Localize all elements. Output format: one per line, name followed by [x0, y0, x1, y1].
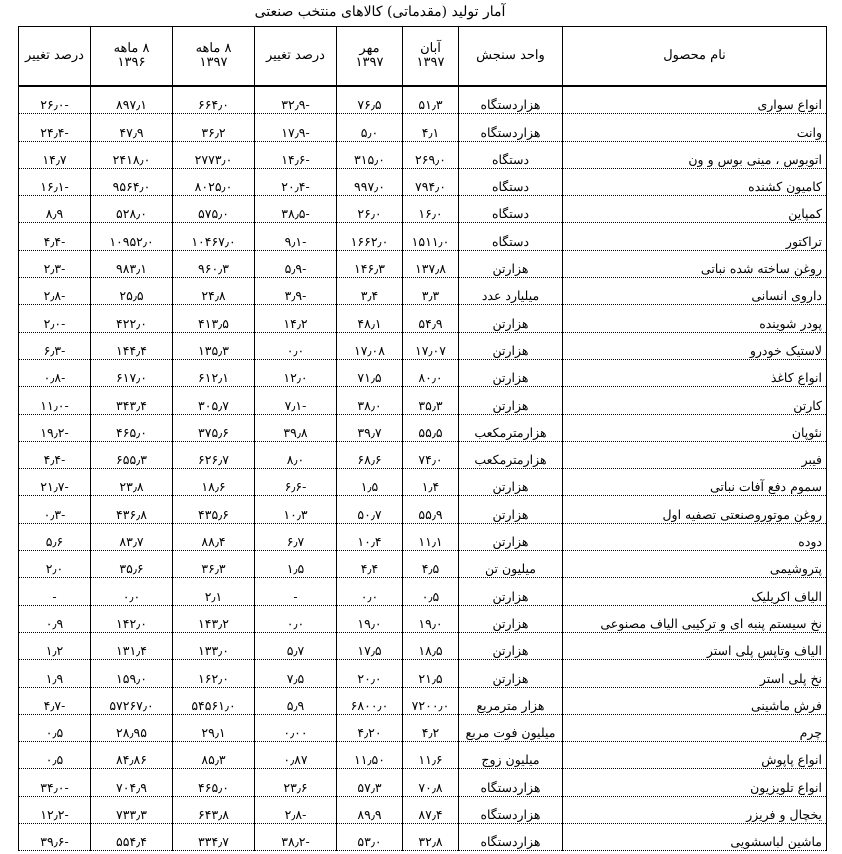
- mehr-value-cell: ۳۱۵٫۰: [337, 141, 403, 168]
- monthly-change-cell: -۳۲٫۹: [255, 86, 337, 114]
- table-row: [19, 660, 827, 687]
- eight-month-1397-cell: ۹۶۰٫۳: [173, 250, 255, 277]
- monthly-change-cell: ۲۳٫۶: [255, 769, 337, 796]
- mehr-value-cell: ۱۷٫۵: [337, 632, 403, 659]
- mehr-value-cell: ۴٫۴: [337, 551, 403, 578]
- mehr-value-cell: ۱۹٫۰: [337, 605, 403, 632]
- product-name-cell: الیاف اکریلیک: [563, 578, 827, 605]
- table-row: [19, 632, 827, 659]
- header-mehr: مهر ۱۳۹۷: [337, 27, 403, 87]
- eight-month-1397-cell: ۲٫۱: [173, 578, 255, 605]
- unit-cell: هزارتن: [459, 660, 563, 687]
- product-name-cell: روغن موتوروصنعتی تصفیه اول: [563, 496, 827, 523]
- unit-cell: دستگاه: [459, 141, 563, 168]
- eight-month-1396-cell: ۵۲۸٫۰: [91, 196, 173, 223]
- mehr-value-cell: ۴۸٫۱: [337, 305, 403, 332]
- table-row: [19, 742, 827, 769]
- eight-month-change-cell: -۱۹٫۲: [19, 414, 91, 441]
- eight-month-1396-cell: ۶۵۵٫۳: [91, 441, 173, 468]
- unit-cell: هزاردستگاه: [459, 114, 563, 141]
- aban-value-cell: ۱۱٫۱: [403, 523, 459, 550]
- mehr-value-cell: ۱۱٫۵۰: [337, 742, 403, 769]
- eight-month-change-cell: -۴٫۴: [19, 441, 91, 468]
- header-unit: واحد سنجش: [459, 27, 563, 87]
- product-name-cell: داروی انسانی: [563, 278, 827, 305]
- product-name-cell: انواع سواری: [563, 86, 827, 114]
- product-name-cell: نخ پلی استر: [563, 660, 827, 687]
- monthly-change-cell: -۳٫۹: [255, 278, 337, 305]
- eight-month-change-cell: -۱۲٫۲: [19, 796, 91, 823]
- eight-month-1396-cell: ۷۳۳٫۳: [91, 796, 173, 823]
- unit-cell: میلیون تن: [459, 551, 563, 578]
- eight-month-1397-cell: ۲۴٫۸: [173, 278, 255, 305]
- aban-value-cell: ۰٫۵: [403, 578, 459, 605]
- aban-value-cell: ۱۸٫۵: [403, 632, 459, 659]
- mehr-value-cell: ۴٫۲۰: [337, 714, 403, 741]
- aban-value-cell: ۷۰٫۸: [403, 769, 459, 796]
- aban-value-cell: ۵۵٫۵: [403, 414, 459, 441]
- eight-month-1397-cell: ۳۷۵٫۶: [173, 414, 255, 441]
- monthly-change-cell: ۷٫۵: [255, 660, 337, 687]
- table-row: [19, 359, 827, 386]
- eight-month-1396-cell: ۰٫۰: [91, 578, 173, 605]
- eight-month-1396-cell: ۲۴۱۸٫۰: [91, 141, 173, 168]
- eight-month-change-cell: ۱٫۲: [19, 632, 91, 659]
- eight-month-1397-cell: ۵۴۵۶۱٫۰: [173, 687, 255, 714]
- unit-cell: هزارتن: [459, 523, 563, 550]
- mehr-value-cell: ۱۶۶۲٫۰: [337, 223, 403, 250]
- aban-value-cell: ۳۵٫۳: [403, 387, 459, 414]
- mehr-value-cell: ۵٫۰: [337, 114, 403, 141]
- table-row: [19, 114, 827, 141]
- header-aban: آبان ۱۳۹۷: [403, 27, 459, 87]
- eight-month-1396-cell: ۸۴٫۸۶: [91, 742, 173, 769]
- table-row: [19, 278, 827, 305]
- eight-month-1396-cell: ۴۳۶٫۸: [91, 496, 173, 523]
- monthly-change-cell: -۳۸٫۲: [255, 824, 337, 851]
- table-row: [19, 469, 827, 496]
- mehr-value-cell: ۰٫۰: [337, 578, 403, 605]
- unit-cell: هزارتن: [459, 496, 563, 523]
- eight-month-1397-cell: ۶۴۳٫۸: [173, 796, 255, 823]
- eight-month-1397-cell: ۶۶۴٫۰: [173, 86, 255, 114]
- eight-month-change-cell: ۰٫۵: [19, 742, 91, 769]
- product-name-cell: ماشین لباسشویی: [563, 824, 827, 851]
- table-row: [19, 824, 827, 851]
- mehr-value-cell: ۱۴۶٫۳: [337, 250, 403, 277]
- eight-month-change-cell: -۰٫۸: [19, 359, 91, 386]
- aban-value-cell: ۱٫۴: [403, 469, 459, 496]
- mehr-value-cell: ۳۹٫۷: [337, 414, 403, 441]
- table-row: [19, 414, 827, 441]
- aban-value-cell: ۲۶۹٫۰: [403, 141, 459, 168]
- unit-cell: هزارمترمکعب: [459, 414, 563, 441]
- eight-month-change-cell: -۱۱٫۰: [19, 387, 91, 414]
- header-change-8month: درصد تغییر: [19, 27, 91, 87]
- table-body: [19, 86, 827, 851]
- mehr-value-cell: ۱٫۵: [337, 469, 403, 496]
- product-name-cell: دوده: [563, 523, 827, 550]
- mehr-value-cell: ۳٫۴: [337, 278, 403, 305]
- eight-month-1396-cell: ۳۴۳٫۴: [91, 387, 173, 414]
- monthly-change-cell: ۰٫۰۰: [255, 714, 337, 741]
- eight-month-1396-cell: ۱۰۹۵۲٫۰: [91, 223, 173, 250]
- eight-month-1396-cell: ۷۰۴٫۹: [91, 769, 173, 796]
- eight-month-change-cell: -۳۴٫۰: [19, 769, 91, 796]
- unit-cell: هزارتن: [459, 632, 563, 659]
- product-name-cell: کمپاین: [563, 196, 827, 223]
- unit-cell: دستگاه: [459, 223, 563, 250]
- aban-value-cell: ۱۵۱۱٫۰: [403, 223, 459, 250]
- monthly-change-cell: -۵٫۹: [255, 250, 337, 277]
- eight-month-1397-cell: ۶۱۲٫۱: [173, 359, 255, 386]
- eight-month-change-cell: ۸٫۹: [19, 196, 91, 223]
- table-row: [19, 141, 827, 168]
- product-name-cell: نخ سیستم پنبه ای و ترکیبی الیاف مصنوعی: [563, 605, 827, 632]
- monthly-change-cell: ۸٫۰: [255, 441, 337, 468]
- product-name-cell: اتوبوس ، مینی بوس و ون: [563, 141, 827, 168]
- eight-month-1397-cell: ۱۳۳٫۰: [173, 632, 255, 659]
- eight-month-1397-cell: ۲۹٫۱: [173, 714, 255, 741]
- eight-month-change-cell: ۱٫۹: [19, 660, 91, 687]
- monthly-change-cell: ۱٫۵: [255, 551, 337, 578]
- eight-month-1397-cell: ۸۵٫۳: [173, 742, 255, 769]
- eight-month-1397-cell: ۱۳۵٫۳: [173, 332, 255, 359]
- mehr-value-cell: ۹۹۷٫۰: [337, 168, 403, 195]
- product-name-cell: تراکتور: [563, 223, 827, 250]
- eight-month-1396-cell: ۸۹۷٫۱: [91, 86, 173, 114]
- unit-cell: هزاردستگاه: [459, 86, 563, 114]
- eight-month-1396-cell: ۵۷۲۶۷٫۰: [91, 687, 173, 714]
- product-name-cell: سموم دفع آفات نباتی: [563, 469, 827, 496]
- aban-value-cell: ۱۹٫۰: [403, 605, 459, 632]
- eight-month-1396-cell: ۲۳٫۸: [91, 469, 173, 496]
- eight-month-change-cell: -۴٫۴: [19, 223, 91, 250]
- product-name-cell: فرش ماشینی: [563, 687, 827, 714]
- table-row: [19, 769, 827, 796]
- monthly-change-cell: ۱۴٫۲: [255, 305, 337, 332]
- eight-month-change-cell: -۲۱٫۷: [19, 469, 91, 496]
- product-name-cell: کارتن: [563, 387, 827, 414]
- table-row: [19, 578, 827, 605]
- unit-cell: میلیون فوت مربع: [459, 714, 563, 741]
- eight-month-1397-cell: ۶۲۶٫۷: [173, 441, 255, 468]
- header-8month-1397: ۸ ماهه ۱۳۹۷: [173, 27, 255, 87]
- eight-month-change-cell: ۵٫۶: [19, 523, 91, 550]
- aban-value-cell: ۱۳۷٫۸: [403, 250, 459, 277]
- aban-value-cell: ۴٫۵: [403, 551, 459, 578]
- eight-month-1397-cell: ۱۶۲٫۰: [173, 660, 255, 687]
- production-stats-table: [18, 26, 827, 851]
- mehr-value-cell: ۵۳٫۰: [337, 824, 403, 851]
- product-name-cell: نئوپان: [563, 414, 827, 441]
- eight-month-1396-cell: ۲۸٫۹۵: [91, 714, 173, 741]
- eight-month-1397-cell: ۳۶٫۳: [173, 551, 255, 578]
- eight-month-1396-cell: ۱۳۱٫۴: [91, 632, 173, 659]
- eight-month-1397-cell: ۳۰۵٫۷: [173, 387, 255, 414]
- monthly-change-cell: -۲۰٫۴: [255, 168, 337, 195]
- aban-value-cell: ۳۲٫۸: [403, 824, 459, 851]
- product-name-cell: وانت: [563, 114, 827, 141]
- monthly-change-cell: -۶٫۶: [255, 469, 337, 496]
- unit-cell: دستگاه: [459, 168, 563, 195]
- eight-month-1397-cell: ۴۱۳٫۵: [173, 305, 255, 332]
- eight-month-change-cell: ۰٫۵: [19, 714, 91, 741]
- unit-cell: هزارتن: [459, 332, 563, 359]
- eight-month-1396-cell: ۳۵٫۶: [91, 551, 173, 578]
- product-name-cell: انواع کاغذ: [563, 359, 827, 386]
- table-row: [19, 168, 827, 195]
- product-name-cell: پودر شوینده: [563, 305, 827, 332]
- unit-cell: هزارتن: [459, 359, 563, 386]
- aban-value-cell: ۱۷٫۰۷: [403, 332, 459, 359]
- eight-month-1396-cell: ۱۵۹٫۰: [91, 660, 173, 687]
- unit-cell: میلیون زوج: [459, 742, 563, 769]
- eight-month-1397-cell: ۴۶۵٫۰: [173, 769, 255, 796]
- eight-month-change-cell: -۲٫۰: [19, 305, 91, 332]
- eight-month-1397-cell: ۱۴۳٫۲: [173, 605, 255, 632]
- unit-cell: هزاردستگاه: [459, 796, 563, 823]
- table-row: [19, 250, 827, 277]
- unit-cell: هزارتن: [459, 605, 563, 632]
- unit-cell: هزاردستگاه: [459, 824, 563, 851]
- eight-month-1396-cell: ۹۵۶۴٫۰: [91, 168, 173, 195]
- aban-value-cell: ۷۲۰۰٫۰: [403, 687, 459, 714]
- table-header-row: [19, 27, 827, 87]
- aban-value-cell: ۷۹۴٫۰: [403, 168, 459, 195]
- unit-cell: هزارتن: [459, 469, 563, 496]
- table-row: [19, 441, 827, 468]
- product-name-cell: انواع تلویزیون: [563, 769, 827, 796]
- aban-value-cell: ۴٫۱: [403, 114, 459, 141]
- product-name-cell: یخچال و فریزر: [563, 796, 827, 823]
- monthly-change-cell: ۱۰٫۳: [255, 496, 337, 523]
- monthly-change-cell: -۱۴٫۶: [255, 141, 337, 168]
- mehr-value-cell: ۷۶٫۵: [337, 86, 403, 114]
- eight-month-1396-cell: ۹۸۳٫۱: [91, 250, 173, 277]
- monthly-change-cell: -۳۸٫۵: [255, 196, 337, 223]
- aban-value-cell: ۱۶٫۰: [403, 196, 459, 223]
- monthly-change-cell: -۹٫۱: [255, 223, 337, 250]
- document-title: آمار تولید (مقدماتی) کالاهای منتخب صنعتی: [254, 4, 506, 20]
- eight-month-1396-cell: ۴۶۵٫۰: [91, 414, 173, 441]
- eight-month-1396-cell: ۴۲۲٫۰: [91, 305, 173, 332]
- table-row: [19, 687, 827, 714]
- aban-value-cell: ۵۱٫۳: [403, 86, 459, 114]
- table-row: [19, 714, 827, 741]
- aban-value-cell: ۲۱٫۵: [403, 660, 459, 687]
- table-row: [19, 496, 827, 523]
- monthly-change-cell: -: [255, 578, 337, 605]
- table-row: [19, 551, 827, 578]
- unit-cell: هزارتن: [459, 578, 563, 605]
- monthly-change-cell: -۱۷٫۹: [255, 114, 337, 141]
- eight-month-change-cell: -۰٫۳: [19, 496, 91, 523]
- eight-month-1397-cell: ۸۸٫۴: [173, 523, 255, 550]
- eight-month-1397-cell: ۳۳۴٫۷: [173, 824, 255, 851]
- product-name-cell: لاستیک خودرو: [563, 332, 827, 359]
- unit-cell: میلیارد عدد: [459, 278, 563, 305]
- product-name-cell: پتروشیمی: [563, 551, 827, 578]
- eight-month-change-cell: -۲٫۸: [19, 278, 91, 305]
- unit-cell: هزارتن: [459, 387, 563, 414]
- eight-month-1397-cell: ۳۶٫۲: [173, 114, 255, 141]
- unit-cell: هزارتن: [459, 305, 563, 332]
- table-row: [19, 387, 827, 414]
- aban-value-cell: ۸۷٫۴: [403, 796, 459, 823]
- table-row: [19, 332, 827, 359]
- table-row: [19, 223, 827, 250]
- eight-month-1397-cell: ۴۳۵٫۶: [173, 496, 255, 523]
- eight-month-change-cell: ۲٫۰: [19, 551, 91, 578]
- mehr-value-cell: ۶۸٫۶: [337, 441, 403, 468]
- aban-value-cell: ۵۴٫۹: [403, 305, 459, 332]
- mehr-value-cell: ۷۱٫۵: [337, 359, 403, 386]
- aban-value-cell: ۱۱٫۶: [403, 742, 459, 769]
- monthly-change-cell: -۷٫۱: [255, 387, 337, 414]
- monthly-change-cell: ۳۹٫۸: [255, 414, 337, 441]
- eight-month-1396-cell: ۶۱۷٫۰: [91, 359, 173, 386]
- aban-value-cell: ۷۴٫۰: [403, 441, 459, 468]
- unit-cell: هزار مترمربع: [459, 687, 563, 714]
- eight-month-change-cell: -۶٫۳: [19, 332, 91, 359]
- unit-cell: هزاردستگاه: [459, 769, 563, 796]
- monthly-change-cell: ۰٫۸۷: [255, 742, 337, 769]
- monthly-change-cell: ۵٫۹: [255, 687, 337, 714]
- table-row: [19, 196, 827, 223]
- eight-month-change-cell: -: [19, 578, 91, 605]
- aban-value-cell: ۳٫۳: [403, 278, 459, 305]
- eight-month-1396-cell: ۲۵٫۵: [91, 278, 173, 305]
- product-name-cell: انواع پاپوش: [563, 742, 827, 769]
- mehr-value-cell: ۱۷٫۰۸: [337, 332, 403, 359]
- eight-month-1396-cell: ۱۴۴٫۴: [91, 332, 173, 359]
- eight-month-change-cell: -۲٫۳: [19, 250, 91, 277]
- eight-month-change-cell: -۲۴٫۴: [19, 114, 91, 141]
- mehr-value-cell: ۶۸۰۰٫۰: [337, 687, 403, 714]
- eight-month-1396-cell: ۵۵۴٫۴: [91, 824, 173, 851]
- unit-cell: دستگاه: [459, 196, 563, 223]
- monthly-change-cell: ۰٫۰: [255, 332, 337, 359]
- eight-month-1396-cell: ۸۳٫۷: [91, 523, 173, 550]
- monthly-change-cell: ۶٫۷: [255, 523, 337, 550]
- header-change-monthly: درصد تغییر: [255, 27, 337, 87]
- eight-month-change-cell: -۱۶٫۱: [19, 168, 91, 195]
- product-name-cell: روغن ساخته شده نباتی: [563, 250, 827, 277]
- eight-month-change-cell: -۲۶٫۰: [19, 86, 91, 114]
- eight-month-1397-cell: ۲۷۷۳٫۰: [173, 141, 255, 168]
- eight-month-1397-cell: ۵۷۵٫۰: [173, 196, 255, 223]
- monthly-change-cell: ۵٫۷: [255, 632, 337, 659]
- unit-cell: هزارتن: [459, 250, 563, 277]
- mehr-value-cell: ۵۰٫۷: [337, 496, 403, 523]
- header-product: نام محصول: [563, 27, 827, 87]
- monthly-change-cell: ۰٫۰: [255, 605, 337, 632]
- product-name-cell: الیاف وتاپس پلی استر: [563, 632, 827, 659]
- mehr-value-cell: ۱۰٫۴: [337, 523, 403, 550]
- table-row: [19, 796, 827, 823]
- table-row: [19, 523, 827, 550]
- eight-month-1397-cell: ۱۸٫۶: [173, 469, 255, 496]
- product-name-cell: فیبر: [563, 441, 827, 468]
- mehr-value-cell: ۸۹٫۹: [337, 796, 403, 823]
- eight-month-change-cell: ۱۴٫۷: [19, 141, 91, 168]
- mehr-value-cell: ۲۶٫۰: [337, 196, 403, 223]
- eight-month-change-cell: ۰٫۹: [19, 605, 91, 632]
- product-name-cell: چرم: [563, 714, 827, 741]
- eight-month-1397-cell: ۸۰۲۵٫۰: [173, 168, 255, 195]
- unit-cell: هزارمترمکعب: [459, 441, 563, 468]
- eight-month-change-cell: -۳۹٫۶: [19, 824, 91, 851]
- mehr-value-cell: ۳۸٫۰: [337, 387, 403, 414]
- eight-month-1396-cell: ۱۴۲٫۰: [91, 605, 173, 632]
- aban-value-cell: ۵۵٫۹: [403, 496, 459, 523]
- monthly-change-cell: ۱۲٫۰: [255, 359, 337, 386]
- eight-month-1396-cell: ۴۷٫۹: [91, 114, 173, 141]
- header-8month-1396: ۸ ماهه ۱۳۹۶: [91, 27, 173, 87]
- aban-value-cell: ۸۰٫۰: [403, 359, 459, 386]
- aban-value-cell: ۴٫۲: [403, 714, 459, 741]
- mehr-value-cell: ۲۰٫۰: [337, 660, 403, 687]
- monthly-change-cell: -۲٫۸: [255, 796, 337, 823]
- table-row: [19, 305, 827, 332]
- product-name-cell: کامیون کشنده: [563, 168, 827, 195]
- table-row: [19, 86, 827, 114]
- eight-month-1397-cell: ۱۰۴۶۷٫۰: [173, 223, 255, 250]
- table-row: [19, 605, 827, 632]
- eight-month-change-cell: -۴٫۷: [19, 687, 91, 714]
- mehr-value-cell: ۵۷٫۳: [337, 769, 403, 796]
